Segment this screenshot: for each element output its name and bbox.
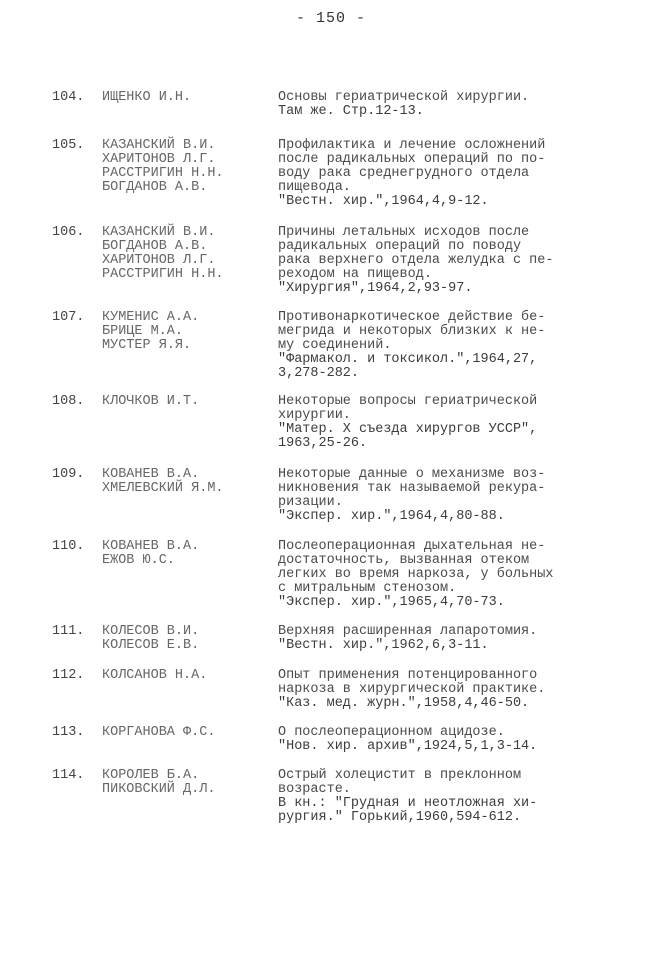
entry-number: 105.: [52, 138, 85, 153]
entry-number: 108.: [52, 394, 85, 409]
author-name: КОЛЕСОВ Е.В.: [102, 638, 200, 653]
author-name: ХАРИТОНОВ Л.Г.: [102, 152, 216, 167]
work-source-line: "Вестн. хир.",1964,4,9-12.: [278, 194, 489, 209]
author-name: ИЩЕНКО И.Н.: [102, 90, 192, 105]
entry-authors: [102, 625, 278, 653]
entry-work: [278, 769, 632, 825]
bibliography-entry: [52, 139, 632, 209]
bibliography-entry: [52, 625, 632, 653]
work-title-line: легких во время наркоза, у больных: [278, 567, 554, 582]
work-title-line: хирургии.: [278, 408, 351, 423]
author-name: КОРГАНОВА Ф.С.: [102, 725, 216, 740]
entry-authors: [102, 395, 278, 409]
entry-work: [278, 540, 632, 610]
work-source-line: "Хирургия",1964,2,93-97.: [278, 281, 473, 296]
work-title-line: Причины летальных исходов после: [278, 225, 530, 240]
bibliography-entry: [52, 540, 632, 610]
bibliography-entry: [52, 226, 632, 296]
author-name: ПИКОВСКИЙ Д.Л.: [102, 782, 216, 797]
work-source-line: "Экспер. хир.",1965,4,70-73.: [278, 595, 505, 610]
work-title-line: Основы гериатрической хирургии.: [278, 90, 530, 105]
author-name: КАЗАНСКИЙ В.И.: [102, 225, 216, 240]
work-source-line: "Вестн. хир.",1962,6,3-11.: [278, 638, 489, 653]
entry-work: [278, 669, 632, 711]
entry-number: 104.: [52, 90, 85, 105]
entry-work: [278, 468, 632, 524]
entry-authors: [102, 726, 278, 740]
entry-work: [278, 625, 632, 653]
entry-work: [278, 139, 632, 209]
bibliography-entry: [52, 726, 632, 754]
entry-work: [278, 91, 632, 119]
entry-number: 113.: [52, 725, 85, 740]
author-name: БОГДАНОВ А.В.: [102, 239, 208, 254]
author-name: КОВАНЕВ В.А.: [102, 539, 200, 554]
entry-number: 110.: [52, 539, 85, 554]
entry-work: [278, 226, 632, 296]
work-title-line: возрасте.: [278, 782, 351, 797]
work-title-line: наркоза в хирургической практике.: [278, 682, 546, 697]
work-title-line: радикальных операций по поводу: [278, 239, 522, 254]
author-name: КУМЕНИС А.А.: [102, 310, 200, 325]
work-title-line: Опыт применения потенцированного: [278, 668, 538, 683]
author-name: КЛОЧКОВ И.Т.: [102, 394, 200, 409]
work-source-line: 3,278-282.: [278, 366, 360, 381]
bibliography-entry: [52, 769, 632, 825]
entry-authors: [102, 669, 278, 683]
entry-number: 107.: [52, 310, 85, 325]
work-title-line: после радикальных операций по по-: [278, 152, 546, 167]
work-source-line: В кн.: "Грудная и неотложная хи-: [278, 796, 538, 811]
entry-authors: [102, 769, 278, 797]
work-source-line: "Экспер. хир.",1964,4,80-88.: [278, 509, 505, 524]
author-name: ЕЖОВ Ю.С.: [102, 553, 175, 568]
page-number: - 150 -: [295, 10, 366, 27]
entry-number: 109.: [52, 467, 85, 482]
author-name: РАССТРИГИН Н.Н.: [102, 267, 224, 282]
work-title-line: О послеоперационном ацидозе.: [278, 725, 505, 740]
entry-number: 111.: [52, 624, 85, 639]
work-title-line: Послеоперационная дыхательная не-: [278, 539, 546, 554]
author-name: КОРОЛЕВ Б.А.: [102, 768, 200, 783]
author-name: КОВАНЕВ В.А.: [102, 467, 200, 482]
work-title-line: Профилактика и лечение осложнений: [278, 138, 546, 153]
work-title-line: мегрида и некоторых близких к не-: [278, 324, 546, 339]
work-title-line: никновения так называемой рекура-: [278, 481, 546, 496]
work-title-line: Противонаркотическое действие бе-: [278, 310, 546, 325]
entry-authors: [102, 540, 278, 568]
work-title-line: реходом на пищевод.: [278, 267, 432, 282]
entry-work: [278, 395, 632, 451]
author-name: КОЛЕСОВ В.И.: [102, 624, 200, 639]
author-name: БОГДАНОВ А.В.: [102, 180, 208, 195]
author-name: МУСТЕР Я.Я.: [102, 338, 192, 353]
entry-authors: [102, 139, 278, 195]
work-source-line: "Матер. Х съезда хирургов УССР",: [278, 422, 538, 437]
work-title-line: Верхняя расширенная лапаротомия.: [278, 624, 538, 639]
entry-authors: [102, 91, 278, 105]
author-name: ХАРИТОНОВ Л.Г.: [102, 253, 216, 268]
entry-number: 112.: [52, 668, 85, 683]
entry-authors: [102, 226, 278, 282]
entry-number: 114.: [52, 768, 85, 783]
work-title-line: рака верхнего отдела желудка с пе-: [278, 253, 554, 268]
work-title-line: ризации.: [278, 495, 343, 510]
work-title-line: Острый холецистит в преклонном: [278, 768, 522, 783]
author-name: КОЛСАНОВ Н.А.: [102, 668, 208, 683]
work-title-line: му соединений.: [278, 338, 392, 353]
entry-authors: [102, 468, 278, 496]
bibliography-entry: [52, 468, 632, 524]
bibliography-entry: [52, 669, 632, 711]
work-source-line: "Фармакол. и токсикол.",1964,27,: [278, 352, 538, 367]
work-source-line: "Каз. мед. журн.",1958,4,46-50.: [278, 696, 530, 711]
author-name: РАССТРИГИН Н.Н.: [102, 166, 224, 181]
author-name: КАЗАНСКИЙ В.И.: [102, 138, 216, 153]
work-title-line: с митральным стенозом.: [278, 581, 457, 596]
work-source-line: "Нов. хир. архив",1924,5,1,3-14.: [278, 739, 538, 754]
work-source-line: 1963,25-26.: [278, 436, 368, 451]
work-source-line: рургия." Горький,1960,594-612.: [278, 810, 522, 825]
work-title-line: пищевода.: [278, 180, 351, 195]
bibliography-list: [52, 76, 632, 825]
work-source-line: Там же. Стр.12-13.: [278, 104, 424, 119]
entry-work: [278, 311, 632, 381]
entry-number: 106.: [52, 225, 85, 240]
work-title-line: достаточность, вызванная отеком: [278, 553, 530, 568]
author-name: ХМЕЛЕВСКИЙ Я.М.: [102, 481, 224, 496]
bibliography-entry: [52, 395, 632, 451]
work-title-line: Некоторые данные о механизме воз-: [278, 467, 546, 482]
author-name: БРИЦЕ М.А.: [102, 324, 184, 339]
bibliography-entry: [52, 311, 632, 381]
work-title-line: Некоторые вопросы гериатрической: [278, 394, 538, 409]
entry-work: [278, 726, 632, 754]
bibliography-entry: [52, 91, 632, 119]
work-title-line: воду рака среднегрудного отдела: [278, 166, 530, 181]
entry-authors: [102, 311, 278, 353]
